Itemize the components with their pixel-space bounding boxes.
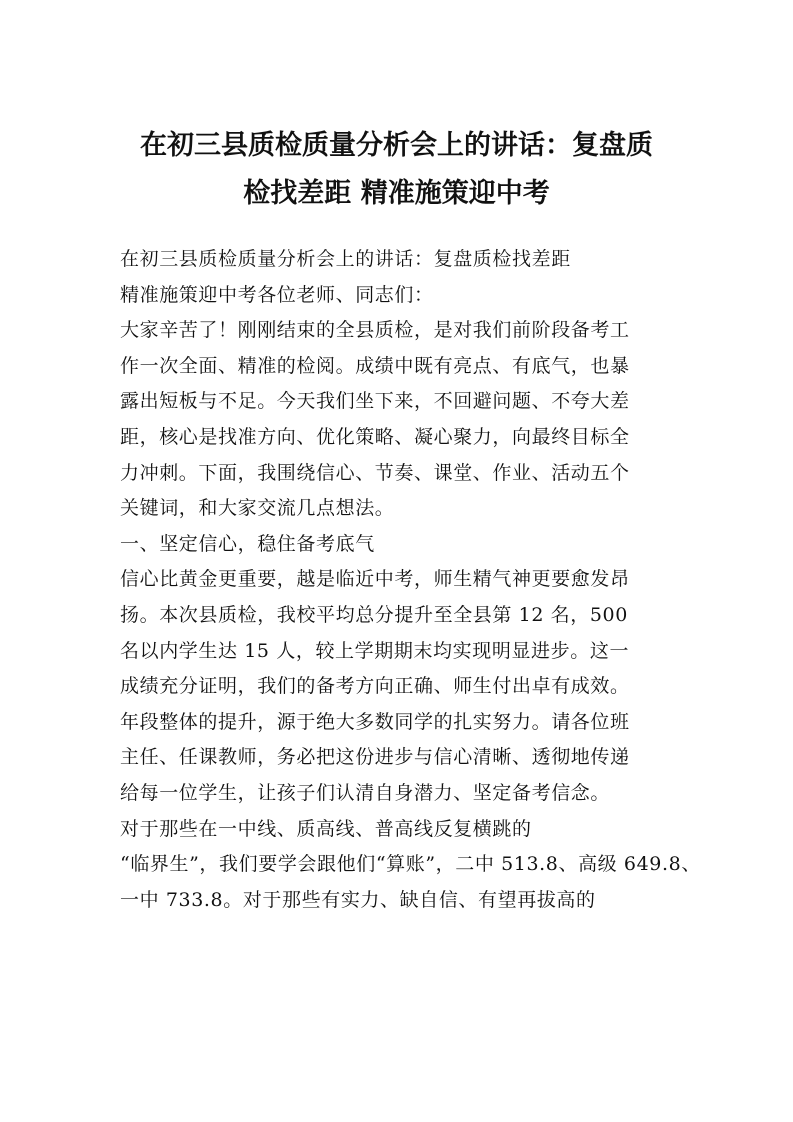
body-paragraph-borderline bbox=[120, 812, 701, 919]
body-paragraph-subtitle bbox=[120, 242, 675, 278]
title-line-2: 检找差距 精准施策迎中考 bbox=[243, 178, 550, 209]
text-line: 在初三县质检质量分析会上的讲话：复盘质检找差距 bbox=[120, 248, 571, 270]
text-line: 作一次全面、精准的检阅。成绩中既有亮点、有底气，也暴 bbox=[120, 354, 630, 377]
text-line: 力冲刺。下面，我围绕信心、节奏、课堂、作业、活动五个 bbox=[120, 461, 630, 484]
section-heading-1 bbox=[120, 527, 675, 563]
text-line: 信心比黄金更重要，越是临近中考，师生精气神更要愈发昂 bbox=[120, 568, 630, 591]
text-line: 关键词，和大家交流几点想法。 bbox=[120, 497, 395, 520]
text-line: 给每一位学生，让孩子们认清自身潜力、坚定备考信念。 bbox=[120, 781, 611, 804]
text-line: 主任、任课教师，务必把这份进步与信心清晰、透彻地传递 bbox=[120, 746, 630, 769]
text-line: 扬。本次县质检，我校平均总分提升至全县第 12 名，500 bbox=[120, 603, 628, 626]
body-paragraph-intro bbox=[120, 313, 675, 527]
body-paragraph-confidence bbox=[120, 562, 675, 811]
text-line: 对于那些在一中线、质高线、普高线反复横跳的 bbox=[120, 817, 532, 840]
document-body bbox=[120, 242, 701, 918]
title-line-1: 在初三县质检质量分析会上的讲话：复盘质 bbox=[140, 130, 653, 161]
text-line: 精准施策迎中考各位老师、同志们： bbox=[120, 283, 434, 306]
body-paragraph-salutation bbox=[120, 278, 675, 314]
text-line: 一、坚定信心，稳住备考底气 bbox=[120, 532, 375, 555]
text-line: 名以内学生达 15 人，较上学期期末均实现明显进步。这一 bbox=[120, 639, 630, 662]
text-line: 一中 733.8。对于那些有实力、缺自信、有望再拔高的 bbox=[120, 888, 596, 911]
text-line: “临界生”，我们要学会跟他们“算账”，二中 513.8、高级 649.8、 bbox=[120, 853, 701, 876]
text-line: 距，核心是找准方向、优化策略、凝心聚力，向最终目标全 bbox=[120, 425, 630, 448]
text-line: 露出短板与不足。今天我们坐下来，不回避问题、不夸大差 bbox=[120, 390, 630, 413]
text-line: 成绩充分证明，我们的备考方向正确、师生付出卓有成效。 bbox=[120, 675, 630, 698]
text-line: 大家辛苦了！刚刚结束的全县质检，是对我们前阶段备考工 bbox=[120, 319, 630, 342]
text-line: 年段整体的提升，源于绝大多数同学的扎实努力。请各位班 bbox=[120, 710, 630, 733]
document-title bbox=[100, 122, 693, 218]
